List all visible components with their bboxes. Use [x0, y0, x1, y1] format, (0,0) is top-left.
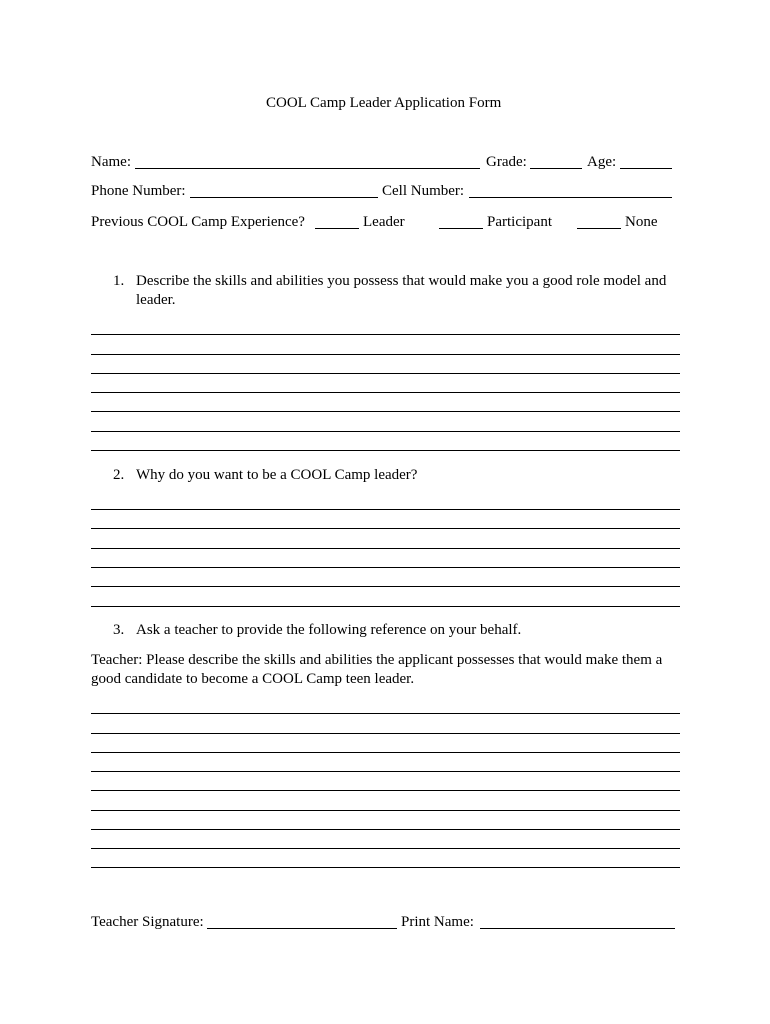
answer-2-line[interactable]: [91, 567, 680, 568]
none-blank[interactable]: [577, 228, 621, 229]
answer-3-line[interactable]: [91, 867, 680, 868]
phone-label: Phone Number:: [91, 183, 186, 199]
answer-3-line[interactable]: [91, 790, 680, 791]
question-2-number: 2.: [113, 467, 125, 483]
question-1-number: 1.: [113, 273, 125, 289]
answer-3-line[interactable]: [91, 810, 680, 811]
answer-2-line[interactable]: [91, 586, 680, 587]
answer-1-line[interactable]: [91, 334, 680, 335]
answer-1-line[interactable]: [91, 373, 680, 374]
teacher-signature-label: Teacher Signature:: [91, 914, 204, 930]
answer-1-line[interactable]: [91, 354, 680, 355]
answer-1-line[interactable]: [91, 450, 680, 451]
question-1-text: Describe the skills and abilities you possess that would make you a good role model and: [136, 273, 667, 289]
answer-1-line[interactable]: [91, 431, 680, 432]
leader-option-label: Leader: [363, 214, 405, 230]
answer-1-line[interactable]: [91, 392, 680, 393]
teacher-prompt-cont: good candidate to become a COOL Camp teen leader.: [91, 671, 415, 687]
experience-label: Previous COOL Camp Experience?: [91, 214, 305, 230]
teacher-signature-field[interactable]: [207, 928, 397, 929]
cell-field[interactable]: [469, 197, 672, 198]
participant-option-label: Participant: [487, 214, 552, 230]
answer-2-line[interactable]: [91, 606, 680, 607]
grade-label: Grade:: [486, 154, 527, 170]
question-1-text-cont: leader.: [136, 292, 176, 308]
answer-3-line[interactable]: [91, 771, 680, 772]
page-title: COOL Camp Leader Application Form: [266, 95, 502, 111]
age-field[interactable]: [620, 168, 672, 169]
teacher-prompt: Teacher: Please describe the skills and abilities the applicant possesses that would make them a: [91, 652, 663, 668]
print-name-field[interactable]: [480, 928, 675, 929]
answer-3-line[interactable]: [91, 752, 680, 753]
phone-field[interactable]: [190, 197, 378, 198]
answer-2-line[interactable]: [91, 528, 680, 529]
age-label: Age:: [587, 154, 617, 170]
grade-field[interactable]: [530, 168, 582, 169]
question-3-number: 3.: [113, 622, 125, 638]
question-2-text: Why do you want to be a COOL Camp leader?: [136, 467, 418, 483]
cell-label: Cell Number:: [382, 183, 465, 199]
print-name-label: Print Name:: [401, 914, 474, 930]
answer-3-line[interactable]: [91, 829, 680, 830]
answer-3-line[interactable]: [91, 733, 680, 734]
participant-blank[interactable]: [439, 228, 483, 229]
answer-2-line[interactable]: [91, 548, 680, 549]
leader-blank[interactable]: [315, 228, 359, 229]
name-label: Name:: [91, 154, 131, 170]
question-3-text: Ask a teacher to provide the following reference on your behalf.: [136, 622, 522, 638]
answer-1-line[interactable]: [91, 411, 680, 412]
none-option-label: None: [625, 214, 658, 230]
answer-3-line[interactable]: [91, 848, 680, 849]
name-field[interactable]: [135, 168, 480, 169]
answer-2-line[interactable]: [91, 509, 680, 510]
answer-3-line[interactable]: [91, 713, 680, 714]
